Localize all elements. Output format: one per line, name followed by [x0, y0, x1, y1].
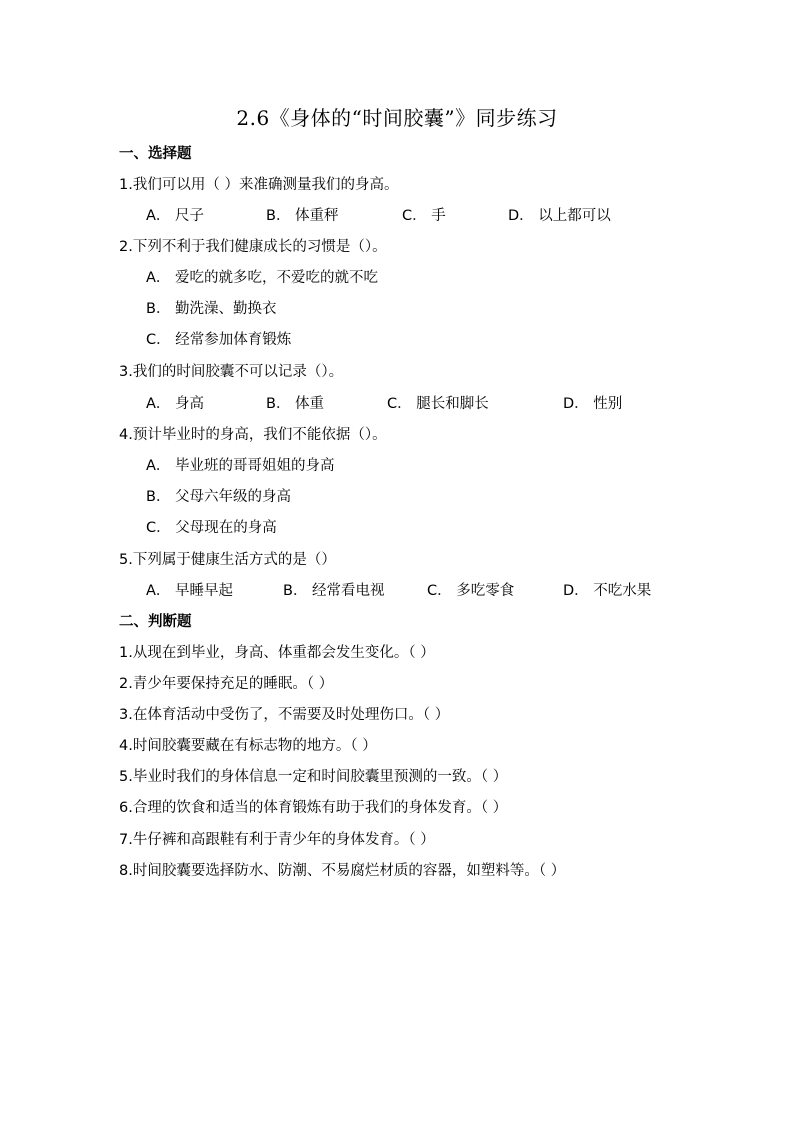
judgment-item-5: 5.毕业时我们的身体信息一定和时间胶囊里预测的一致。（ ） [119, 769, 508, 785]
question-5-option-d: D． 不吃水果 [563, 583, 652, 599]
page-title: 2.6《身体的“时间胶囊”》同步练习 [236, 106, 558, 130]
question-2-stem: 2.下列不利于我们健康成长的习惯是（）。 [119, 239, 387, 255]
question-1-option-a: A． 尺子 [146, 208, 205, 224]
question-3-option-d: D． 性别 [563, 396, 623, 412]
question-1-stem: 1.我们可以用（ ）来准确测量我们的身高。 [119, 177, 399, 193]
question-1-option-c: C． 手 [402, 208, 446, 224]
judgment-item-7: 7.牛仔裤和高跟鞋有利于青少年的身体发育。（ ） [119, 832, 435, 848]
judgment-item-4: 4.时间胶囊要藏在有标志物的地方。（ ） [119, 738, 377, 754]
judgment-item-6: 6.合理的饮食和适当的体育锻炼有助于我们的身体发育。（ ） [119, 800, 508, 816]
question-5-option-b: B． 经常看电视 [283, 583, 385, 599]
section-heading-choice: 一、选择题 [119, 146, 192, 162]
question-4-option-c: C． 父母现在的身高 [146, 520, 277, 536]
question-3-option-b: B． 体重 [266, 396, 325, 412]
section-heading-judgment: 二、判断题 [119, 614, 192, 630]
question-5-stem: 5.下列属于健康生活方式的是（） [119, 552, 336, 568]
judgment-item-2: 2.青少年要保持充足的睡眠。（ ） [119, 676, 334, 692]
question-2-option-a: A． 爱吃的就多吃，不爱吃的就不吃 [146, 270, 379, 286]
question-3-option-a: A． 身高 [146, 396, 205, 412]
question-5-option-a: A． 早睡早起 [146, 583, 234, 599]
question-3-stem: 3.我们的时间胶囊不可以记录（）。 [119, 364, 344, 380]
judgment-item-3: 3.在体育活动中受伤了，不需要及时处理伤口。（ ） [119, 707, 450, 723]
question-4-option-a: A． 毕业班的哥哥姐姐的身高 [146, 458, 335, 474]
question-4-stem: 4.预计毕业时的身高，我们不能依据（）。 [119, 427, 387, 443]
judgment-item-8: 8.时间胶囊要选择防水、防潮、不易腐烂材质的容器，如塑料等。（ ） [119, 863, 566, 879]
question-3-option-c: C． 腿长和脚长 [387, 396, 489, 412]
question-1-option-b: B． 体重秤 [266, 208, 339, 224]
question-5-option-c: C． 多吃零食 [427, 583, 515, 599]
question-2-option-c: C． 经常参加体育锻炼 [146, 332, 292, 348]
question-4-option-b: B． 父母六年级的身高 [146, 489, 292, 505]
question-1-option-d: D． 以上都可以 [508, 208, 611, 224]
question-2-option-b: B． 勤洗澡、勤换衣 [146, 301, 277, 317]
judgment-item-1: 1.从现在到毕业，身高、体重都会发生变化。（ ） [119, 645, 435, 661]
